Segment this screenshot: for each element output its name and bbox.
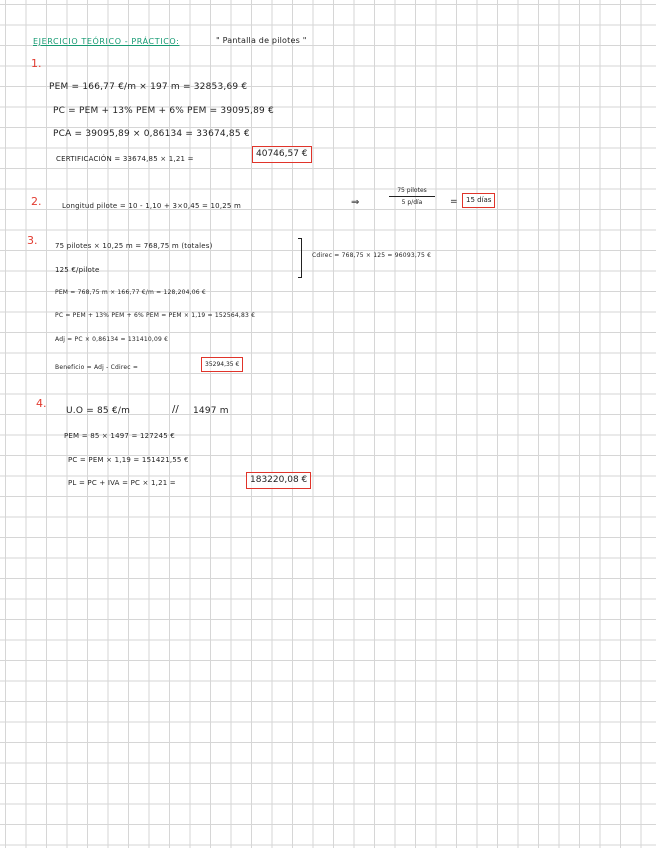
- section-4-number: 4.: [36, 397, 47, 410]
- s3-line-unit-cost: 125 €/pilote: [55, 266, 100, 274]
- s3-profit-label: Beneficio = Adj - Cdirec =: [55, 364, 139, 371]
- section-3-number: 3.: [27, 234, 38, 247]
- s3-direct-cost: Cdirec = 768,75 × 125 = 96093,75 €: [312, 252, 432, 259]
- section-2-number: 2.: [31, 195, 42, 208]
- s4-pl-label: PL = PC + IVA = PC × 1,21 =: [68, 479, 176, 487]
- s3-line-pc: PC = PEM + 13% PEM + 6% PEM = PEM × 1,19 = 152564,83 €: [55, 312, 256, 319]
- s2-length-line: Longitud pilote = 10 - 1,10 + 3×0,45 = 10,25 m: [62, 202, 242, 210]
- s1-cert-result-box: 40746,57 €: [252, 146, 312, 163]
- s2-frac-numerator: 75 pilotes: [397, 187, 427, 194]
- s2-frac-denominator: 5 p/día: [401, 199, 423, 206]
- s4-unit-price: U.O = 85 €/m: [66, 406, 131, 416]
- s1-line-pca: PCA = 39095,89 × 0,86134 = 33674,85 €: [53, 129, 250, 139]
- s1-cert-label: CERTIFICACIÓN = 33674,85 × 1,21 =: [56, 155, 194, 163]
- s2-frac-bar: [389, 196, 435, 197]
- s3-line-total-length: 75 pilotes × 10,25 m = 768,75 m (totales): [55, 242, 213, 250]
- s4-pl-result-box: 183220,08 €: [246, 472, 311, 489]
- s2-result-box: 15 días: [462, 193, 495, 208]
- s4-length: 1497 m: [193, 406, 229, 416]
- exercise-title: EJERCICIO TEÓRICO - PRÁCTICO:: [33, 37, 180, 46]
- s3-line-adj: Adj = PC × 0,86134 = 131410,09 €: [55, 336, 169, 343]
- s2-implies-arrow: ⇒: [351, 197, 360, 208]
- s3-line-pem: PEM = 768,75 m × 166,77 €/m = 128,204,06 €: [55, 289, 206, 296]
- s4-separator: //: [172, 404, 179, 415]
- s3-brace: [298, 238, 302, 278]
- exercise-subtitle: " Pantalla de pilotes ": [216, 36, 307, 45]
- s4-line-pc: PC = PEM × 1,19 = 151421,55 €: [68, 456, 189, 464]
- s3-profit-result-box: 35294,35 €: [201, 357, 243, 372]
- s4-line-pem: PEM = 85 × 1497 = 127245 €: [64, 432, 175, 440]
- section-1-number: 1.: [31, 57, 42, 70]
- s2-equals: =: [450, 197, 458, 207]
- s2-fraction: [389, 186, 435, 207]
- s1-line-pem: PEM = 166,77 €/m × 197 m = 32853,69 €: [49, 82, 248, 92]
- s1-line-pc: PC = PEM + 13% PEM + 6% PEM = 39095,89 €: [53, 106, 274, 116]
